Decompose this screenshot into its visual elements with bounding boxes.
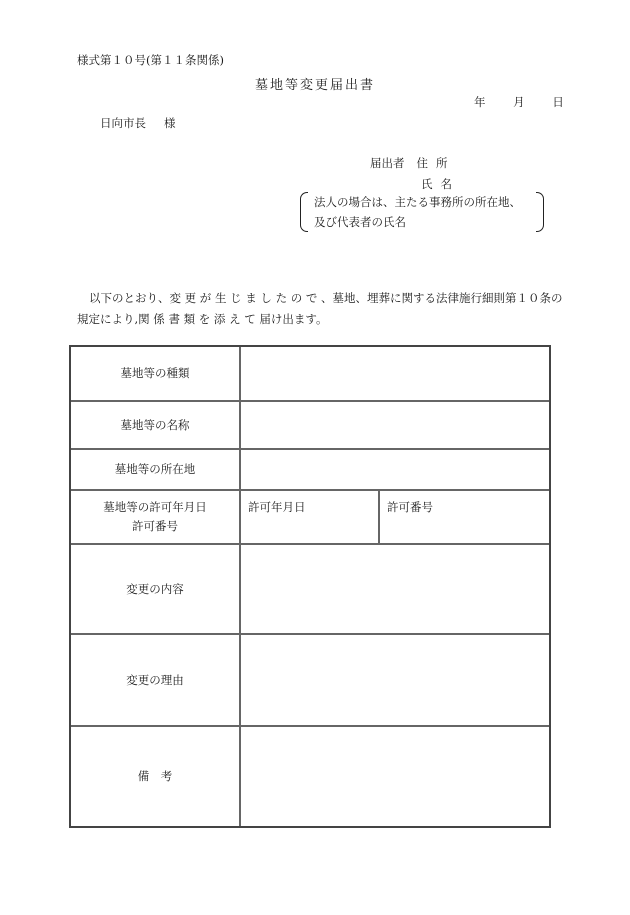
submitter-address-line (370, 155, 456, 171)
table-row (71, 450, 549, 491)
table-row (71, 635, 549, 727)
form-table (69, 345, 551, 828)
permit-number-label: 許可番号 (132, 519, 178, 533)
date-year-label: 年 (474, 95, 486, 109)
permit-date-label: 墓地等の許可年月日 (103, 500, 207, 514)
addressee-honorific: 様 (164, 116, 176, 130)
addressee-name: 日向市長 (100, 116, 146, 130)
table-row (71, 545, 549, 635)
table-row (71, 402, 549, 450)
change-reason-input-cell[interactable] (241, 635, 549, 725)
address-label: 住所 (416, 156, 456, 170)
row-label (71, 491, 241, 543)
document-title: 墓地等変更届出書 (254, 78, 375, 93)
location-input-cell[interactable] (241, 450, 549, 489)
row-label: 変更の理由 (71, 635, 241, 725)
remarks-input-cell[interactable] (241, 727, 549, 826)
form-number: 様式第１０号(第１１条関係) (77, 53, 224, 67)
row-label: 備 考 (71, 727, 241, 826)
row-label: 変更の内容 (71, 545, 241, 633)
submitter-role-label: 届出者 (370, 156, 405, 170)
right-bracket (536, 192, 544, 232)
table-row (71, 347, 549, 402)
corporate-note (300, 190, 544, 232)
permit-date-input-cell[interactable] (241, 491, 380, 543)
body-line-2: 規定により,関 係 書 類 を 添 え て 届け出ます。 (77, 312, 328, 326)
date-month-label: 月 (513, 95, 525, 109)
type-input-cell[interactable] (241, 347, 549, 400)
permit-date-sub-label: 許可年月日 (248, 500, 306, 514)
permit-value-cell (241, 491, 549, 543)
row-label: 墓地等の所在地 (71, 450, 241, 489)
name-label: 氏名 (421, 177, 460, 191)
date-day-label: 日 (552, 95, 564, 109)
corporate-note-line-1: 法人の場合は、主たる事務所の所在地、 (314, 195, 521, 209)
table-row (71, 491, 549, 545)
body-paragraph (77, 288, 563, 330)
row-label: 墓地等の名称 (71, 402, 241, 448)
date-line (474, 94, 564, 110)
addressee (100, 115, 176, 131)
permit-number-sub-label: 許可番号 (387, 500, 433, 514)
body-line-1: 以下のとおり、変 更 が 生 じ ま し た の で 、墓地、埋葬に関する法律施行細則第１０条の (89, 291, 563, 305)
name-input-cell[interactable] (241, 402, 549, 448)
permit-number-input-cell[interactable] (380, 491, 549, 543)
table-row (71, 727, 549, 826)
change-content-input-cell[interactable] (241, 545, 549, 633)
row-label: 墓地等の種類 (71, 347, 241, 400)
left-bracket (300, 192, 308, 232)
corporate-note-line-2: 及び代表者の氏名 (314, 215, 406, 229)
